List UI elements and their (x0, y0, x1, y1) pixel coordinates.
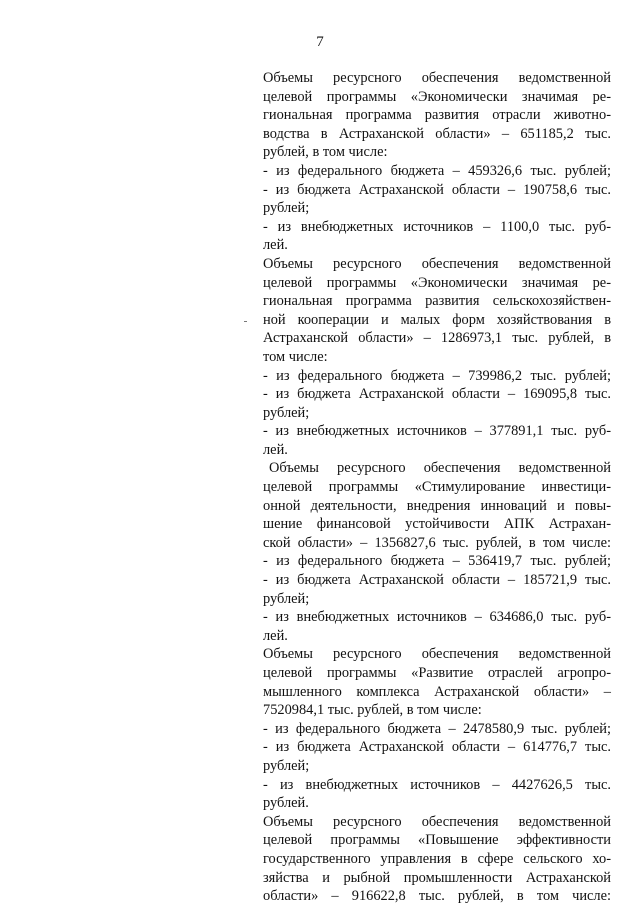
text-line: целевой программы «Стимулирование инвестици- (263, 479, 611, 496)
text-line: рублей; (263, 404, 310, 421)
text-line: ной кооперации и малых форм хозяйствования в (263, 311, 611, 328)
text-line: - из федерального бюджета – 2478580,9 тыс. рублей; (263, 720, 611, 737)
paragraph-cooperation-program (263, 255, 611, 460)
text-line: зяйства и рыбной промышленности Астраханской (263, 869, 611, 886)
document-body (263, 69, 611, 906)
text-line: онной деятельности, внедрения инноваций и повы- (263, 497, 611, 514)
text-line: - из федерального бюджета – 536419,7 тыс. рублей; (263, 553, 611, 570)
paragraph-governance-program (263, 813, 611, 906)
text-line: целевой программы «Экономически значимая ре- (263, 88, 611, 105)
text-line: гиональная программа развития отрасли животно- (263, 107, 611, 124)
text-line: - из федерального бюджета – 459326,6 тыс. рублей; (263, 162, 611, 179)
text-line: Объемы ресурсного обеспечения ведомственной (263, 255, 611, 272)
scan-speck (244, 321, 247, 322)
text-line: мышленного комплекса Астраханской области» – (263, 683, 611, 700)
text-line: - из внебюджетных источников – 634686,0 тыс. руб- (263, 609, 611, 626)
text-line: целевой программы «Экономически значимая ре- (263, 274, 611, 291)
text-line: - из бюджета Астраханской области – 185721,9 тыс. (263, 572, 611, 589)
paragraph-investment-program (263, 459, 611, 645)
text-line: ской области» – 1356827,6 тыс. рублей, в том числе: (263, 534, 611, 551)
text-line: том числе: (263, 348, 328, 365)
text-line: Астраханской области» – 1286973,1 тыс. рублей, в (263, 330, 611, 347)
paragraph-livestock-program (263, 69, 611, 255)
text-line: - из федерального бюджета – 739986,2 тыс. рублей; (263, 367, 611, 384)
text-line: Объемы ресурсного обеспечения ведомственной (269, 460, 611, 477)
text-line: - из внебюджетных источников – 4427626,5 тыс. (263, 776, 611, 793)
text-line: - из бюджета Астраханской области – 614776,7 тыс. (263, 739, 611, 756)
text-line: целевой программы «Повышение эффективности (263, 832, 611, 849)
text-line: - из бюджета Астраханской области – 190758,6 тыс. (263, 181, 611, 198)
text-line: рублей; (263, 757, 310, 774)
paragraph-agro-industry-program (263, 645, 611, 812)
text-line: Объемы ресурсного обеспечения ведомственной (263, 70, 611, 86)
text-line: Объемы ресурсного обеспечения ведомственной (263, 813, 611, 830)
text-line: рублей. (263, 795, 309, 812)
text-line: гиональная программа развития сельскохозяйствен- (263, 293, 611, 310)
text-line: государственного управления в сфере сельского хо- (263, 850, 611, 867)
text-line: - из внебюджетных источников – 377891,1 тыс. руб- (263, 423, 611, 440)
text-line: рублей; (263, 200, 310, 217)
text-line: - из внебюджетных источников – 1100,0 тыс. руб- (263, 218, 611, 235)
text-line: лей. (263, 627, 288, 644)
text-line: Объемы ресурсного обеспечения ведомственной (263, 646, 611, 663)
text-line: лей. (263, 441, 288, 458)
text-line: - из бюджета Астраханской области – 169095,8 тыс. (263, 386, 611, 403)
text-line: целевой программы «Развитие отраслей агропро- (263, 665, 611, 681)
text-line: водства в Астраханской области» – 651185,2 тыс. (263, 125, 611, 142)
text-line: лей. (263, 237, 288, 254)
text-line: 7520984,1 тыс. рублей, в том числе: (263, 702, 482, 719)
text-line: области» – 916622,8 тыс. рублей, в том числе: (263, 888, 611, 905)
text-line: шение финансовой устойчивости АПК Астрахан- (263, 516, 611, 533)
text-line: рублей, в том числе: (263, 144, 388, 161)
text-line: рублей; (263, 590, 310, 607)
page-number: 7 (316, 34, 324, 50)
